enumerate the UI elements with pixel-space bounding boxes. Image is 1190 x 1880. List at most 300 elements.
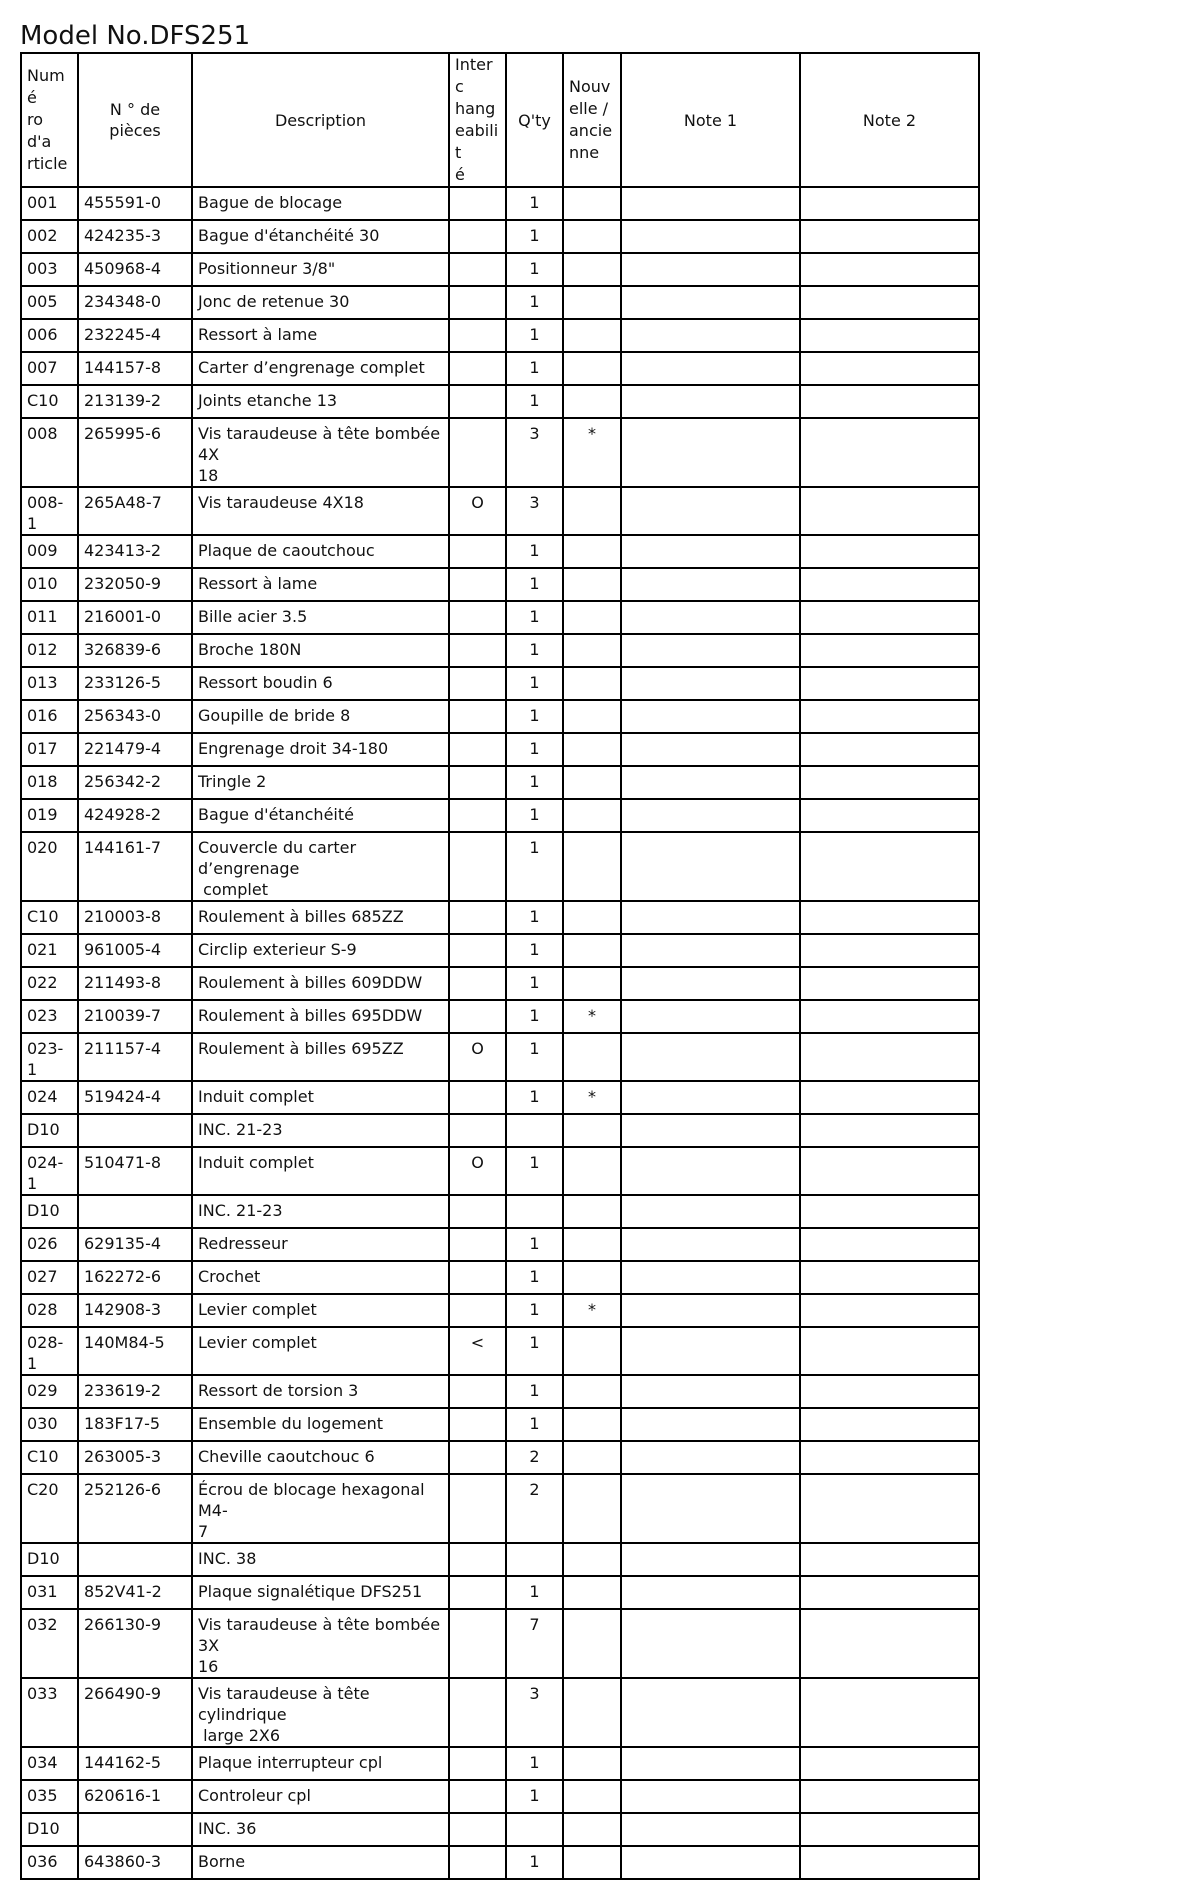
quantity-cell: 1 <box>506 1375 563 1408</box>
quantity-cell: 1 <box>506 187 563 220</box>
item-number-cell: 036 <box>21 1846 78 1879</box>
part-number-cell: 162272-6 <box>78 1261 192 1294</box>
note-2-cell <box>800 667 979 700</box>
item-number-cell: 016 <box>21 700 78 733</box>
new-old-cell: * <box>563 1000 621 1033</box>
table-row <box>21 1408 979 1441</box>
item-number-cell: 033 <box>21 1678 78 1747</box>
note-1-cell <box>621 1441 800 1474</box>
header-part-number: N ° de pièces <box>78 53 192 187</box>
note-1-cell <box>621 1846 800 1879</box>
note-1-cell <box>621 733 800 766</box>
part-number-cell <box>78 1195 192 1228</box>
part-number-cell: 266130-9 <box>78 1609 192 1678</box>
note-1-cell <box>621 286 800 319</box>
note-2-cell <box>800 733 979 766</box>
interchangeability-cell <box>449 1195 506 1228</box>
table-row <box>21 253 979 286</box>
quantity-cell: 1 <box>506 220 563 253</box>
note-2-cell <box>800 568 979 601</box>
item-number-cell: 020 <box>21 832 78 901</box>
interchangeability-cell <box>449 1228 506 1261</box>
table-row <box>21 1033 979 1081</box>
item-number-cell: 013 <box>21 667 78 700</box>
note-1-cell <box>621 487 800 535</box>
quantity-cell: 3 <box>506 1678 563 1747</box>
part-number-cell: 211157-4 <box>78 1033 192 1081</box>
description-cell: Joints etanche 13 <box>192 385 449 418</box>
note-2-cell <box>800 1228 979 1261</box>
item-number-cell: C20 <box>21 1474 78 1543</box>
table-row <box>21 766 979 799</box>
item-number-cell: 011 <box>21 601 78 634</box>
table-row <box>21 934 979 967</box>
new-old-cell <box>563 568 621 601</box>
new-old-cell <box>563 253 621 286</box>
interchangeability-cell <box>449 352 506 385</box>
note-2-cell <box>800 253 979 286</box>
quantity-cell <box>506 1543 563 1576</box>
description-cell: Induit complet <box>192 1081 449 1114</box>
quantity-cell: 1 <box>506 934 563 967</box>
part-number-cell: 210039-7 <box>78 1000 192 1033</box>
interchangeability-cell <box>449 187 506 220</box>
item-number-cell: C10 <box>21 901 78 934</box>
description-cell: Vis taraudeuse à tête bombée 4X 18 <box>192 418 449 487</box>
note-1-cell <box>621 1294 800 1327</box>
note-1-cell <box>621 799 800 832</box>
table-row <box>21 1813 979 1846</box>
item-number-cell: 030 <box>21 1408 78 1441</box>
interchangeability-cell <box>449 1114 506 1147</box>
table-row <box>21 1375 979 1408</box>
interchangeability-cell <box>449 1408 506 1441</box>
quantity-cell: 1 <box>506 832 563 901</box>
note-2-cell <box>800 766 979 799</box>
part-number-cell: 326839-6 <box>78 634 192 667</box>
part-number-cell: 424235-3 <box>78 220 192 253</box>
item-number-cell: 002 <box>21 220 78 253</box>
new-old-cell <box>563 1441 621 1474</box>
item-number-cell: D10 <box>21 1813 78 1846</box>
table-header-row <box>21 53 979 187</box>
description-cell: Positionneur 3/8" <box>192 253 449 286</box>
interchangeability-cell <box>449 1747 506 1780</box>
note-1-cell <box>621 385 800 418</box>
quantity-cell: 3 <box>506 418 563 487</box>
quantity-cell <box>506 1813 563 1846</box>
table-row <box>21 1114 979 1147</box>
quantity-cell: 1 <box>506 634 563 667</box>
description-cell: Plaque interrupteur cpl <box>192 1747 449 1780</box>
new-old-cell <box>563 1609 621 1678</box>
item-number-cell: 023 <box>21 1000 78 1033</box>
new-old-cell <box>563 1408 621 1441</box>
quantity-cell: 1 <box>506 1081 563 1114</box>
note-2-cell <box>800 832 979 901</box>
quantity-cell <box>506 1114 563 1147</box>
header-interchangeability: Interc hang eabilit é <box>449 53 506 187</box>
note-2-cell <box>800 319 979 352</box>
interchangeability-cell <box>449 1261 506 1294</box>
note-1-cell <box>621 1114 800 1147</box>
quantity-cell: 1 <box>506 1780 563 1813</box>
item-number-cell: 001 <box>21 187 78 220</box>
description-cell: Roulement à billes 695DDW <box>192 1000 449 1033</box>
note-1-cell <box>621 418 800 487</box>
new-old-cell <box>563 535 621 568</box>
quantity-cell: 1 <box>506 967 563 1000</box>
new-old-cell <box>563 601 621 634</box>
note-2-cell <box>800 535 979 568</box>
new-old-cell <box>563 1195 621 1228</box>
description-cell: Ressort de torsion 3 <box>192 1375 449 1408</box>
interchangeability-cell <box>449 967 506 1000</box>
description-cell: Redresseur <box>192 1228 449 1261</box>
part-number-cell <box>78 1543 192 1576</box>
note-1-cell <box>621 1609 800 1678</box>
new-old-cell <box>563 319 621 352</box>
interchangeability-cell <box>449 1474 506 1543</box>
interchangeability-cell: O <box>449 1147 506 1195</box>
table-row <box>21 1609 979 1678</box>
header-note-2: Note 2 <box>800 53 979 187</box>
part-number-cell: 210003-8 <box>78 901 192 934</box>
table-row <box>21 487 979 535</box>
interchangeability-cell <box>449 568 506 601</box>
quantity-cell: 1 <box>506 799 563 832</box>
note-1-cell <box>621 1147 800 1195</box>
item-number-cell: 005 <box>21 286 78 319</box>
part-number-cell: 142908-3 <box>78 1294 192 1327</box>
note-1-cell <box>621 319 800 352</box>
quantity-cell: 1 <box>506 253 563 286</box>
item-number-cell: 022 <box>21 967 78 1000</box>
note-1-cell <box>621 187 800 220</box>
item-number-cell: D10 <box>21 1195 78 1228</box>
quantity-cell: 2 <box>506 1474 563 1543</box>
new-old-cell <box>563 700 621 733</box>
description-cell: Tringle 2 <box>192 766 449 799</box>
item-number-cell: 029 <box>21 1375 78 1408</box>
quantity-cell: 1 <box>506 1327 563 1375</box>
note-2-cell <box>800 1474 979 1543</box>
item-number-cell: 008 <box>21 418 78 487</box>
quantity-cell: 1 <box>506 1408 563 1441</box>
part-number-cell: 234348-0 <box>78 286 192 319</box>
quantity-cell: 1 <box>506 385 563 418</box>
description-cell: Levier complet <box>192 1294 449 1327</box>
table-row <box>21 1147 979 1195</box>
new-old-cell: * <box>563 1294 621 1327</box>
item-number-cell: 032 <box>21 1609 78 1678</box>
interchangeability-cell <box>449 1678 506 1747</box>
item-number-cell: 009 <box>21 535 78 568</box>
part-number-cell: 256343-0 <box>78 700 192 733</box>
description-cell: Ensemble du logement <box>192 1408 449 1441</box>
interchangeability-cell: O <box>449 487 506 535</box>
new-old-cell <box>563 634 621 667</box>
interchangeability-cell: O <box>449 1033 506 1081</box>
item-number-cell: 017 <box>21 733 78 766</box>
description-cell: Borne <box>192 1846 449 1879</box>
part-number-cell: 256342-2 <box>78 766 192 799</box>
table-row <box>21 1195 979 1228</box>
note-1-cell <box>621 1228 800 1261</box>
quantity-cell <box>506 1195 563 1228</box>
new-old-cell: * <box>563 418 621 487</box>
note-2-cell <box>800 1813 979 1846</box>
interchangeability-cell <box>449 667 506 700</box>
new-old-cell <box>563 1846 621 1879</box>
note-1-cell <box>621 667 800 700</box>
note-1-cell <box>621 1474 800 1543</box>
part-number-cell: 232050-9 <box>78 568 192 601</box>
table-row <box>21 733 979 766</box>
new-old-cell <box>563 1147 621 1195</box>
interchangeability-cell <box>449 634 506 667</box>
note-2-cell <box>800 187 979 220</box>
note-1-cell <box>621 934 800 967</box>
description-cell: Jonc de retenue 30 <box>192 286 449 319</box>
part-number-cell: 144161-7 <box>78 832 192 901</box>
quantity-cell: 1 <box>506 535 563 568</box>
new-old-cell <box>563 967 621 1000</box>
note-1-cell <box>621 1408 800 1441</box>
item-number-cell: 019 <box>21 799 78 832</box>
item-number-cell: C10 <box>21 1441 78 1474</box>
item-number-cell: 026 <box>21 1228 78 1261</box>
note-1-cell <box>621 1195 800 1228</box>
header-item-number: Numé ro d'a rticle <box>21 53 78 187</box>
table-row <box>21 667 979 700</box>
note-2-cell <box>800 1261 979 1294</box>
note-1-cell <box>621 1747 800 1780</box>
item-number-cell: 023-1 <box>21 1033 78 1081</box>
interchangeability-cell <box>449 700 506 733</box>
part-number-cell: 455591-0 <box>78 187 192 220</box>
quantity-cell: 1 <box>506 601 563 634</box>
interchangeability-cell <box>449 1576 506 1609</box>
table-row <box>21 568 979 601</box>
description-cell: Bague de blocage <box>192 187 449 220</box>
note-1-cell <box>621 901 800 934</box>
part-number-cell: 620616-1 <box>78 1780 192 1813</box>
description-cell: Plaque signalétique DFS251 <box>192 1576 449 1609</box>
description-cell: Induit complet <box>192 1147 449 1195</box>
item-number-cell: 008-1 <box>21 487 78 535</box>
description-cell: Engrenage droit 34-180 <box>192 733 449 766</box>
part-number-cell: 510471-8 <box>78 1147 192 1195</box>
table-row <box>21 385 979 418</box>
new-old-cell <box>563 766 621 799</box>
quantity-cell: 1 <box>506 667 563 700</box>
note-2-cell <box>800 1375 979 1408</box>
quantity-cell: 1 <box>506 901 563 934</box>
interchangeability-cell <box>449 220 506 253</box>
new-old-cell <box>563 286 621 319</box>
note-1-cell <box>621 220 800 253</box>
description-cell: Vis taraudeuse à tête bombée 3X 16 <box>192 1609 449 1678</box>
quantity-cell: 1 <box>506 1033 563 1081</box>
part-number-cell: 144162-5 <box>78 1747 192 1780</box>
part-number-cell: 519424-4 <box>78 1081 192 1114</box>
part-number-cell: 252126-6 <box>78 1474 192 1543</box>
part-number-cell: 144157-8 <box>78 352 192 385</box>
description-cell: Plaque de caoutchouc <box>192 535 449 568</box>
table-row <box>21 418 979 487</box>
note-2-cell <box>800 634 979 667</box>
interchangeability-cell: < <box>449 1327 506 1375</box>
note-1-cell <box>621 1000 800 1033</box>
interchangeability-cell <box>449 799 506 832</box>
note-2-cell <box>800 1081 979 1114</box>
description-cell: Broche 180N <box>192 634 449 667</box>
part-number-cell: 423413-2 <box>78 535 192 568</box>
table-row <box>21 1678 979 1747</box>
quantity-cell: 1 <box>506 319 563 352</box>
description-cell: Goupille de bride 8 <box>192 700 449 733</box>
table-row <box>21 832 979 901</box>
note-2-cell <box>800 1147 979 1195</box>
item-number-cell: 024 <box>21 1081 78 1114</box>
table-row <box>21 634 979 667</box>
note-1-cell <box>621 1780 800 1813</box>
new-old-cell <box>563 385 621 418</box>
part-number-cell: 265A48-7 <box>78 487 192 535</box>
note-2-cell <box>800 1543 979 1576</box>
description-cell: INC. 21-23 <box>192 1114 449 1147</box>
note-2-cell <box>800 1747 979 1780</box>
note-2-cell <box>800 1609 979 1678</box>
note-1-cell <box>621 1081 800 1114</box>
quantity-cell: 2 <box>506 1441 563 1474</box>
note-2-cell <box>800 1408 979 1441</box>
quantity-cell: 1 <box>506 733 563 766</box>
part-number-cell: 629135-4 <box>78 1228 192 1261</box>
new-old-cell <box>563 799 621 832</box>
quantity-cell: 1 <box>506 1147 563 1195</box>
note-2-cell <box>800 601 979 634</box>
note-2-cell <box>800 1576 979 1609</box>
table-row <box>21 1780 979 1813</box>
table-row <box>21 535 979 568</box>
note-2-cell <box>800 700 979 733</box>
note-1-cell <box>621 253 800 286</box>
description-cell: Bille acier 3.5 <box>192 601 449 634</box>
table-row <box>21 1747 979 1780</box>
quantity-cell: 1 <box>506 568 563 601</box>
description-cell: Ressort boudin 6 <box>192 667 449 700</box>
description-cell: Levier complet <box>192 1327 449 1375</box>
interchangeability-cell <box>449 1609 506 1678</box>
new-old-cell <box>563 1375 621 1408</box>
part-number-cell: 213139-2 <box>78 385 192 418</box>
part-number-cell: 961005-4 <box>78 934 192 967</box>
quantity-cell: 1 <box>506 1294 563 1327</box>
description-cell: INC. 21-23 <box>192 1195 449 1228</box>
table-row <box>21 187 979 220</box>
table-row <box>21 1543 979 1576</box>
table-row <box>21 700 979 733</box>
table-row <box>21 286 979 319</box>
part-number-cell: 265995-6 <box>78 418 192 487</box>
description-cell: Cheville caoutchouc 6 <box>192 1441 449 1474</box>
part-number-cell: 233126-5 <box>78 667 192 700</box>
note-2-cell <box>800 1000 979 1033</box>
new-old-cell <box>563 220 621 253</box>
item-number-cell: 006 <box>21 319 78 352</box>
note-1-cell <box>621 568 800 601</box>
interchangeability-cell <box>449 1780 506 1813</box>
description-cell: Écrou de blocage hexagonal M4- 7 <box>192 1474 449 1543</box>
item-number-cell: 024-1 <box>21 1147 78 1195</box>
new-old-cell <box>563 187 621 220</box>
note-1-cell <box>621 1678 800 1747</box>
table-row <box>21 352 979 385</box>
quantity-cell: 3 <box>506 487 563 535</box>
note-2-cell <box>800 1846 979 1879</box>
page-title: Model No.DFS251 <box>20 21 251 51</box>
item-number-cell: 003 <box>21 253 78 286</box>
note-2-cell <box>800 286 979 319</box>
item-number-cell: 010 <box>21 568 78 601</box>
new-old-cell <box>563 1747 621 1780</box>
parts-table <box>20 52 980 1880</box>
description-cell: Vis taraudeuse 4X18 <box>192 487 449 535</box>
part-number-cell <box>78 1114 192 1147</box>
note-1-cell <box>621 1576 800 1609</box>
interchangeability-cell <box>449 1375 506 1408</box>
table-row <box>21 901 979 934</box>
interchangeability-cell <box>449 1000 506 1033</box>
part-number-cell: 450968-4 <box>78 253 192 286</box>
part-number-cell: 852V41-2 <box>78 1576 192 1609</box>
part-number-cell: 643860-3 <box>78 1846 192 1879</box>
quantity-cell: 1 <box>506 1261 563 1294</box>
header-note-1: Note 1 <box>621 53 800 187</box>
note-1-cell <box>621 1261 800 1294</box>
note-1-cell <box>621 700 800 733</box>
item-number-cell: 028-1 <box>21 1327 78 1375</box>
interchangeability-cell <box>449 418 506 487</box>
interchangeability-cell <box>449 934 506 967</box>
description-cell: Circlip exterieur S-9 <box>192 934 449 967</box>
note-2-cell <box>800 1441 979 1474</box>
quantity-cell: 1 <box>506 1846 563 1879</box>
note-2-cell <box>800 967 979 1000</box>
note-1-cell <box>621 832 800 901</box>
quantity-cell: 1 <box>506 1747 563 1780</box>
note-2-cell <box>800 352 979 385</box>
table-row <box>21 799 979 832</box>
new-old-cell <box>563 1474 621 1543</box>
interchangeability-cell <box>449 1543 506 1576</box>
interchangeability-cell <box>449 766 506 799</box>
quantity-cell: 7 <box>506 1609 563 1678</box>
new-old-cell <box>563 667 621 700</box>
new-old-cell <box>563 1033 621 1081</box>
new-old-cell <box>563 352 621 385</box>
note-2-cell <box>800 487 979 535</box>
new-old-cell: * <box>563 1081 621 1114</box>
note-2-cell <box>800 1195 979 1228</box>
new-old-cell <box>563 1813 621 1846</box>
parts-table-body <box>21 187 979 1879</box>
item-number-cell: 012 <box>21 634 78 667</box>
note-1-cell <box>621 1327 800 1375</box>
interchangeability-cell <box>449 601 506 634</box>
